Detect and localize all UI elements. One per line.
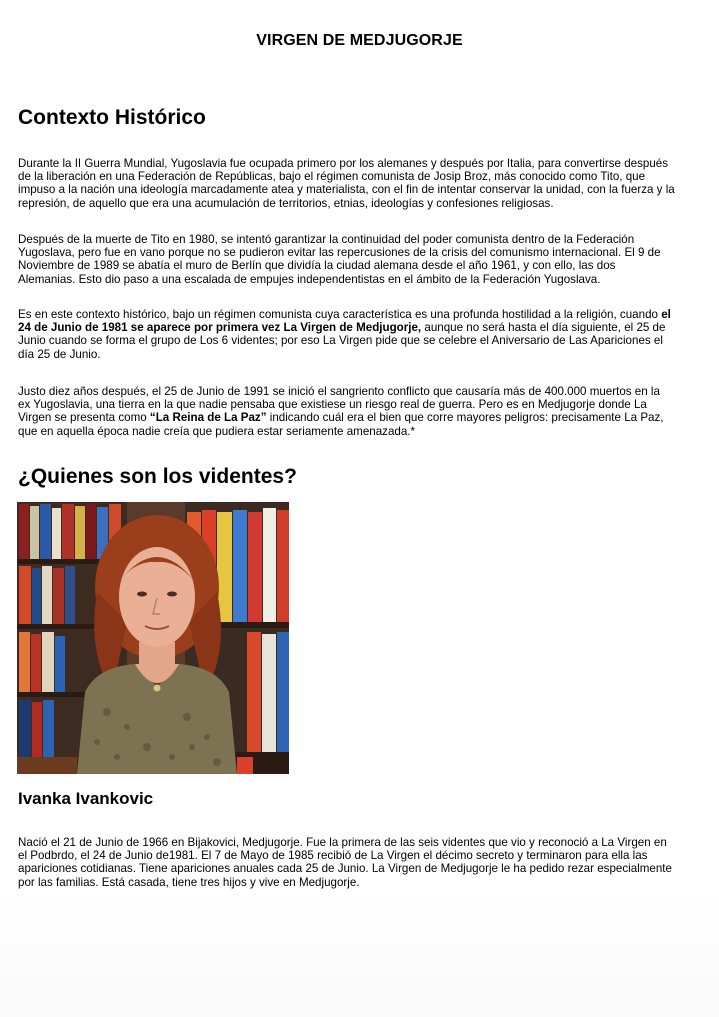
text-line <box>18 411 706 424</box>
text-line: ex Yugoslavia, una tierra en la que nadie pensaba que existiese un riesgo real de guerra. Pero es en Medjugorje donde La <box>18 398 647 412</box>
text-line: Nació el 21 de Junio de 1966 en Bijakovici, Medjugorje. Fue la primera de las seis videntes que vio y reconoció a La Virgen en <box>18 836 667 849</box>
text-line <box>18 308 706 321</box>
text-run: aunque no será hasta el día siguiente, el 25 de <box>421 321 666 335</box>
bold-text-run: el <box>661 308 671 321</box>
text-line: Alemanias. Esto dio paso a una escalada de empujes independentistas en el ámbito de la Federación Yugoslava. <box>18 272 601 286</box>
paragraph-context-4 <box>18 385 706 438</box>
text-line: apariciones cotidianas. Tiene apariciones anuales cada 25 de Junio. La Virgen de Medjugorje le ha pedido rezar especialmente <box>18 862 672 876</box>
text-line: el Podbrdo, el 24 de Junio de1981. El 7 de Mayo de 1985 recibió de La Virgen el décimo secreto y terminaron para ella las <box>18 849 648 863</box>
text-line: de la liberación en una Federación de Repúblicas, bajo el régimen comunista de Josip Broz, más conocido como Tito, que <box>18 170 646 184</box>
text-line: día 25 de Junio. <box>18 347 101 361</box>
paragraph-context-1 <box>18 157 706 210</box>
text-line: represión, de aquello que era una acumulación de territorios, etnias, ideologías y confesiones religiosas. <box>18 196 554 210</box>
text-line: Después de la muerte de Tito en 1980, se intentó garantizar la continuidad del poder comunista dentro de la Federación <box>18 233 635 246</box>
text-run: Virgen se presenta como <box>18 411 150 425</box>
bold-text-run: “La Reina de La Paz” <box>149 411 267 425</box>
text-run: indicando cuál era el bien que corre mayores peligros: precisamente La Paz, <box>266 411 664 425</box>
paragraph-context-3 <box>18 308 706 361</box>
text-run: Es en este contexto histórico, bajo un régimen comunista cuya característica es una profunda hostilidad a la religión, cuando <box>18 308 662 321</box>
document-title: VIRGEN DE MEDJUGORJE <box>256 32 463 49</box>
seer-name: Ivanka Ivankovic <box>18 789 154 808</box>
section-heading-seers: ¿Quienes son los videntes? <box>18 465 297 488</box>
seer-photo <box>17 502 289 774</box>
text-line: Junio cuando se forma el grupo de Los 6 videntes; por eso La Virgen pide que se celebre el Aniversario de Las Apariciones el <box>18 334 663 348</box>
text-line: que en aquella época nadie creía que pudiera estar seriamente amenazada.* <box>18 424 416 438</box>
text-line <box>18 321 706 334</box>
paragraph-context-2 <box>18 233 706 286</box>
section-heading-context: Contexto Histórico <box>18 106 206 129</box>
text-line: Justo diez años después, el 25 de Junio de 1991 se inició el sangriento conflicto que causaría más de 400.000 muertos en la <box>18 385 660 398</box>
text-line: por las familias. Está casada, tiene tres hijos y vive en Medjugorje. <box>18 875 360 889</box>
text-line: impuso a la nación una ideología marcadamente atea y materialista, con el fin de intentar conservar la unidad, con la fuerza y la <box>18 183 675 197</box>
page-bottom-fade <box>0 890 719 1017</box>
text-line: Yugoslava, pero fue en vano porque no se pudieron evitar las repercusiones de la crisis del comunismo internacional. El 9 de <box>18 246 661 260</box>
text-line: Durante la II Guerra Mundial, Yugoslavia fue ocupada primero por los alemanes y después por Italia, para convertirse después <box>18 157 669 170</box>
paragraph-seer-bio <box>18 836 706 889</box>
bold-text-run: 24 de Junio de 1981 se aparece por primera vez La Virgen de Medjugorje, <box>18 321 422 335</box>
text-line: Noviembre de 1989 se abatía el muro de Berlín que dividía la ciudad alemana desde el año 1961, y con ello, las dos <box>18 259 616 273</box>
